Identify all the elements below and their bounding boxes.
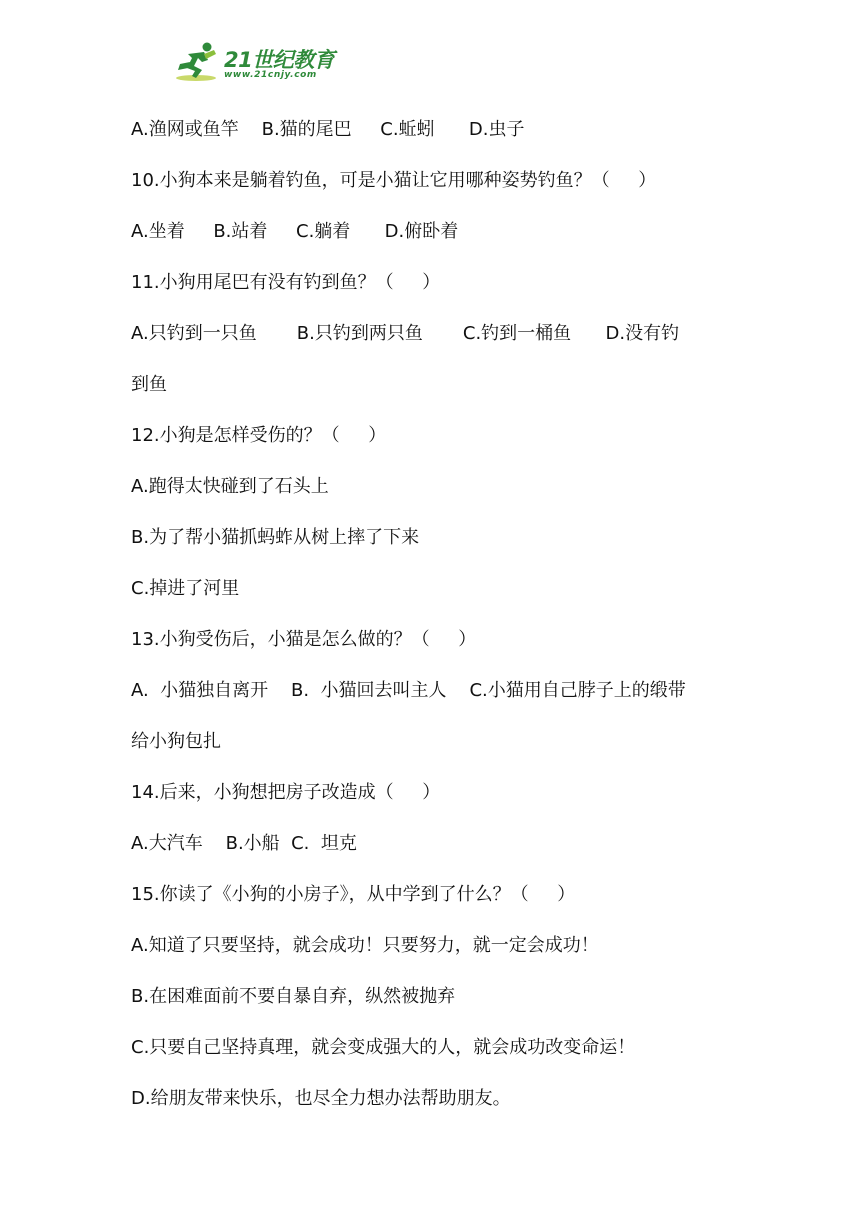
q14-question: 14.后来，小狗想把房子改造成（ ） bbox=[131, 782, 441, 803]
runner-logo-icon bbox=[174, 40, 222, 84]
question-content bbox=[131, 111, 731, 1131]
q15-option-b: B.在困难面前不要自暴自弃，纵然被抛弃 bbox=[131, 986, 456, 1007]
logo-url: www.21cnjy.com bbox=[224, 70, 317, 80]
q10-question: 10.小狗本来是躺着钓鱼，可是小猫让它用哪种姿势钓鱼？（ ） bbox=[131, 170, 657, 191]
q13-options: A. 小猫独自离开 B. 小猫回去叫主人 C.小猫用自己脖子上的缎带 bbox=[131, 680, 686, 701]
q12-option-b: B.为了帮小猫抓蚂蚱从树上摔了下来 bbox=[131, 527, 420, 548]
q14-options: A.大汽车 B.小船 C. 坦克 bbox=[131, 833, 357, 854]
q12-option-c: C.掉进了河里 bbox=[131, 578, 240, 599]
q15-option-c: C.只要自己坚持真理，就会变成强大的人，就会成功改变命运！ bbox=[131, 1037, 636, 1058]
q15-question: 15.你读了《小狗的小房子》，从中学到了什么？（ ） bbox=[131, 884, 576, 905]
q9-options: A.渔网或鱼竿 B.猫的尾巴 C.蚯蚓 D.虫子 bbox=[131, 119, 525, 140]
q11-options: A.只钓到一只鱼 B.只钓到两只鱼 C.钓到一桶鱼 D.没有钓 bbox=[131, 323, 680, 344]
q15-option-d: D.给朋友带来快乐，也尽全力想办法帮助朋友。 bbox=[131, 1088, 511, 1109]
q10-options: A.坐着 B.站着 C.躺着 D.俯卧着 bbox=[131, 221, 459, 242]
q12-question: 12.小狗是怎样受伤的？（ ） bbox=[131, 425, 387, 446]
q13-question: 13.小狗受伤后，小猫是怎么做的？（ ） bbox=[131, 629, 477, 650]
site-logo bbox=[174, 40, 344, 84]
q11-question: 11.小狗用尾巴有没有钓到鱼？（ ） bbox=[131, 272, 441, 293]
q13-options-continued: 给小狗包扎 bbox=[131, 731, 221, 752]
q15-option-a: A.知道了只要坚持，就会成功！只要努力，就一定会成功！ bbox=[131, 935, 599, 956]
logo-title: 21世纪教育 bbox=[224, 48, 335, 72]
q11-options-continued: 到鱼 bbox=[131, 374, 167, 395]
q12-option-a: A.跑得太快碰到了石头上 bbox=[131, 476, 329, 497]
